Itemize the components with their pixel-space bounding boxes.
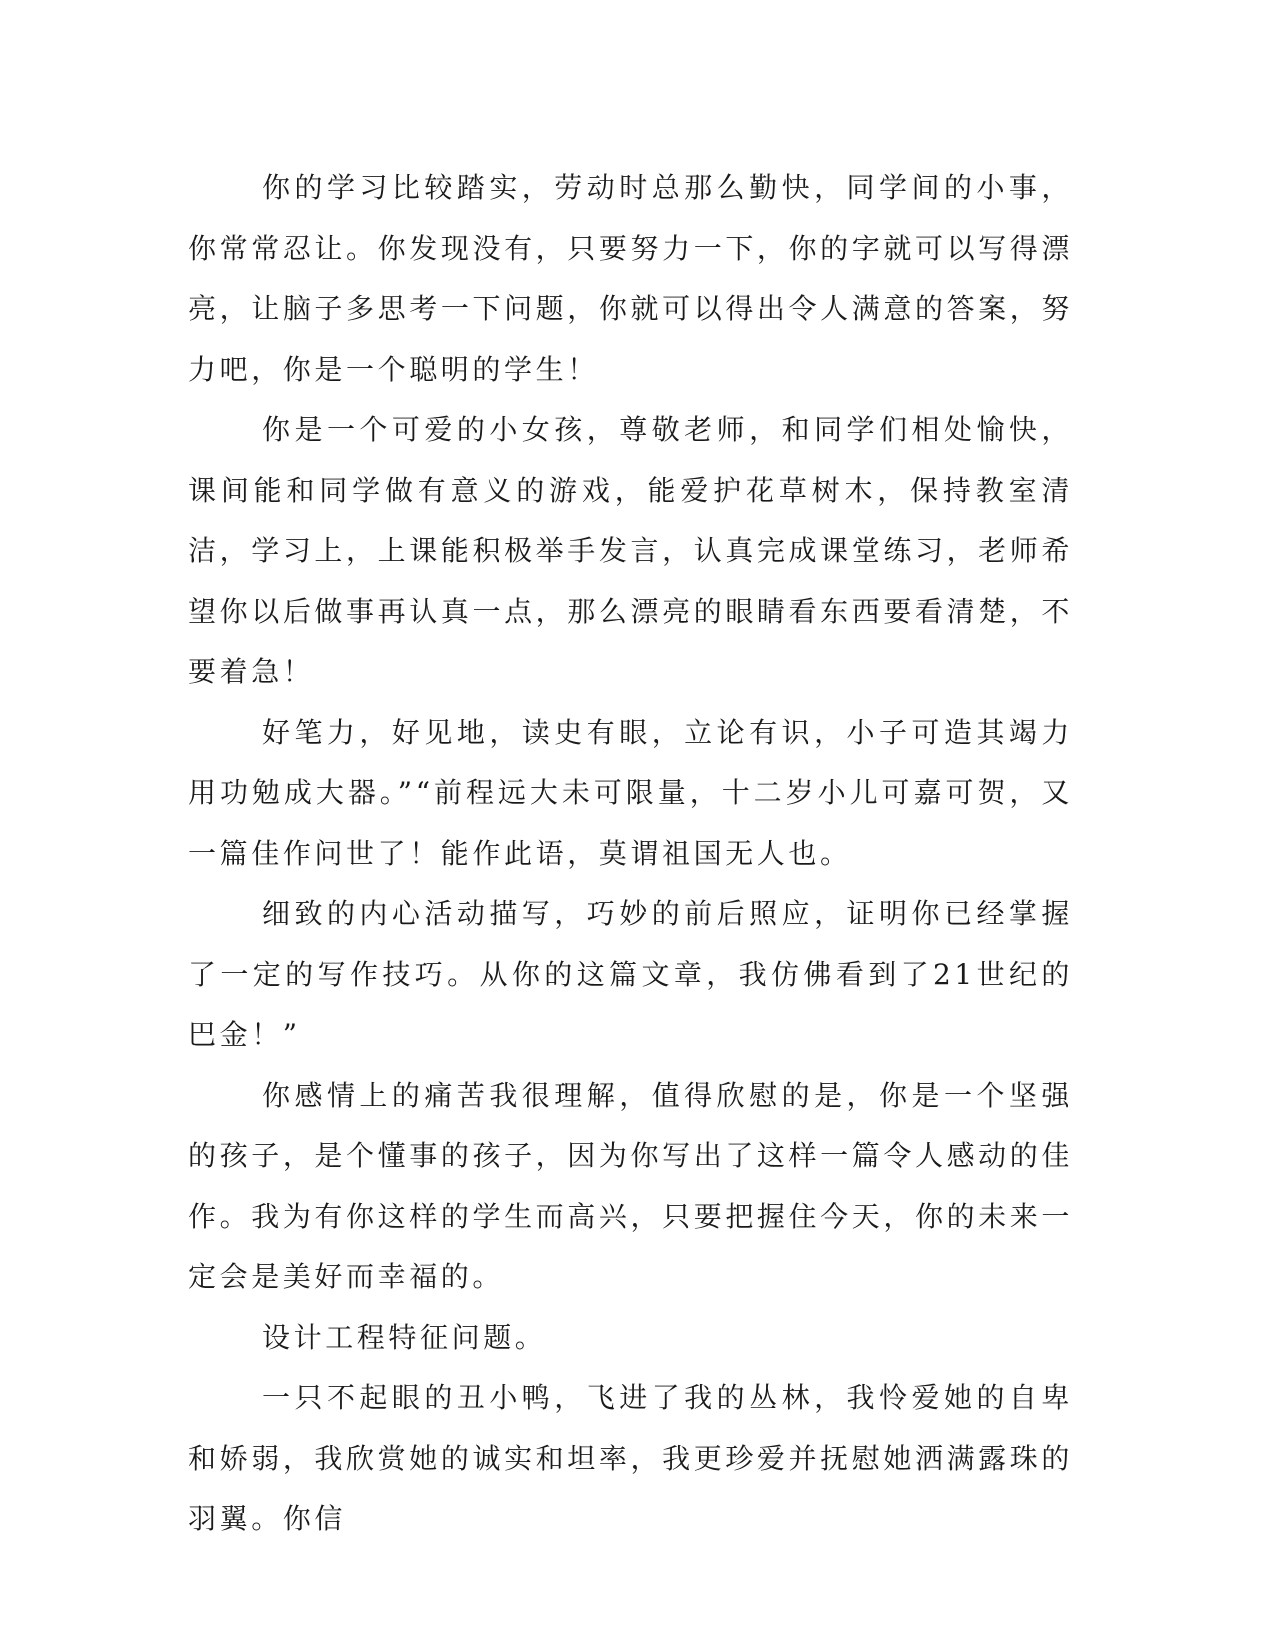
- document-body: [188, 158, 1073, 1550]
- paragraph-7: 一只不起眼的丑小鸭，飞进了我的丛林，我怜爱她的自卑和娇弱，我欣赏她的诚实和坦率，我更珍爱并抚慰她洒满露珠的羽翼。你信: [188, 1381, 1073, 1535]
- paragraph-3: 好笔力，好见地，读史有眼，立论有识，小子可造其竭力用功勉成大器。”“前程远大未可限量，十二岁小儿可嘉可贺，又一篇佳作问世了！能作此语，莫谓祖国无人也。: [188, 715, 1073, 870]
- paragraph-5: 你感情上的痛苦我很理解，值得欣慰的是，你是一个坚强的孩子，是个懂事的孩子，因为你写出了这样一篇令人感动的佳作。我为有你这样的学生而高兴，只要把握住今天，你的未来一定会是美好而幸福的。: [188, 1078, 1073, 1293]
- paragraph-2: 你是一个可爱的小女孩，尊敬老师，和同学们相处愉快，课间能和同学做有意义的游戏，能爱护花草树木，保持教室清洁，学习上，上课能积极举手发言，认真完成课堂练习，老师希望你以后做事再认真一点，那么漂亮的眼睛看东西要看清楚，不要着急！: [188, 413, 1073, 688]
- paragraph-6: 设计工程特征问题。: [262, 1320, 547, 1354]
- paragraph-4: 细致的内心活动描写，巧妙的前后照应，证明你已经掌握了一定的写作技巧。从你的这篇文章，我仿佛看到了21世纪的巴金！”: [188, 897, 1073, 1051]
- paragraph-1: 你的学习比较踏实，劳动时总那么勤快，同学间的小事，你常常忍让。你发现没有，只要努力一下，你的字就可以写得漂亮，让脑子多思考一下问题，你就可以得出令人满意的答案，努力吧，你是一个聪明的学生！: [188, 171, 1073, 386]
